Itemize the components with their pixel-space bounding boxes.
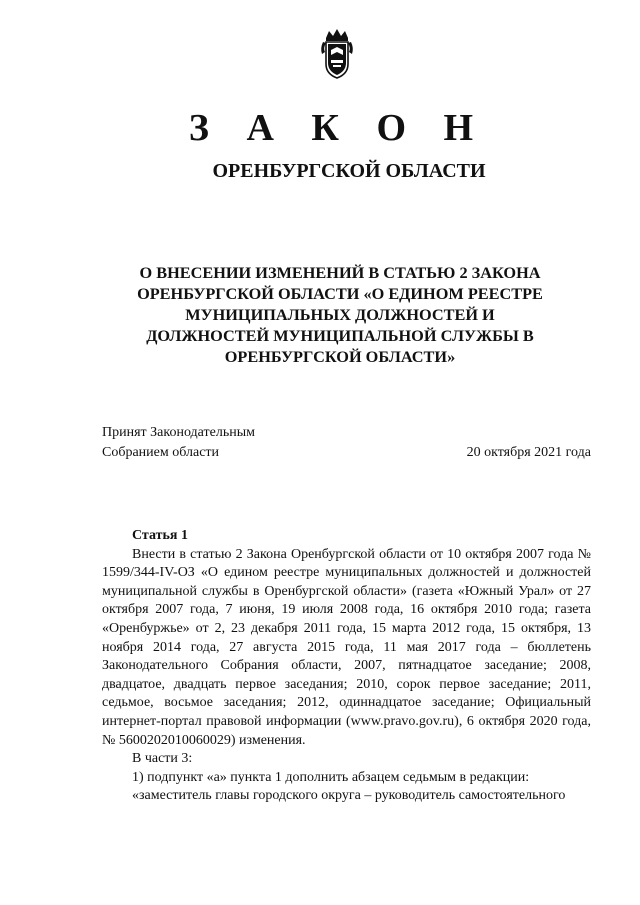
article-heading: Статья 1 xyxy=(132,528,188,543)
article-part-line: В части 3: xyxy=(132,751,193,767)
adoption-date: 20 октября 2021 года xyxy=(466,445,591,460)
adoption-line-2: Собранием области xyxy=(102,445,220,460)
article-subpoint-line: 1) подпункт «а» пункта 1 дополнить абзацем седьмым в редакции: xyxy=(132,769,530,785)
adoption-block xyxy=(102,423,255,463)
coat-of-arms-icon xyxy=(318,28,356,80)
region-title: ОРЕНБУРГСКОЙ ОБЛАСТИ xyxy=(212,160,486,182)
adoption-line-1: Принят Законодательным xyxy=(102,425,255,440)
document-title: З А К О Н xyxy=(188,107,488,149)
article-body xyxy=(102,527,591,806)
article-quote-line: «заместитель главы городского округа – руководитель самостоятельного xyxy=(132,788,566,804)
law-title: О ВНЕСЕНИИ ИЗМЕНЕНИЙ В СТАТЬЮ 2 ЗАКОНА ОРЕНБУРГСКОЙ ОБЛАСТИ «О ЕДИНОМ РЕЕСТРЕ МУНИЦИПАЛЬНЫХ ДОЛЖНОСТЕЙ И ДОЛЖНОСТЕЙ МУНИЦИПАЛЬНОЙ СЛУЖБЫ В ОРЕНБУРГСКОЙ ОБЛАСТИ» xyxy=(137,263,543,366)
article-paragraph: Внести в статью 2 Закона Оренбургской области от 10 октября 2007 года № 1599/344-IV-ОЗ «О едином реестре муниципальных должностей и должностей муниципальной службы в Оренбургской области» (газета «Южный Урал» от 27 октября 2007 года, 7 июня, 19 июля 2008 года, 16 октября 2010 года; газета «Оренбуржье» от 2, 23 декабря 2011 года, 15 марта 2012 года, 15 октября, 13 ноября 2014 года, 27 августа 2015 года, 11 мая 2017 года – бюллетень Законодательного Собрания области, 2007, пятнадцатое заседание; 2008, двадцатое, двадцать первое заседания; 2010, сорок первое заседание; 2011, седьмое, восьмое заседания; 2012, одиннадцатое заседание; Официальный интернет-портал правовой информации (www.pravo.gov.ru), 6 октября 2020 года, № 5600202010060029) изменения. xyxy=(102,546,591,748)
